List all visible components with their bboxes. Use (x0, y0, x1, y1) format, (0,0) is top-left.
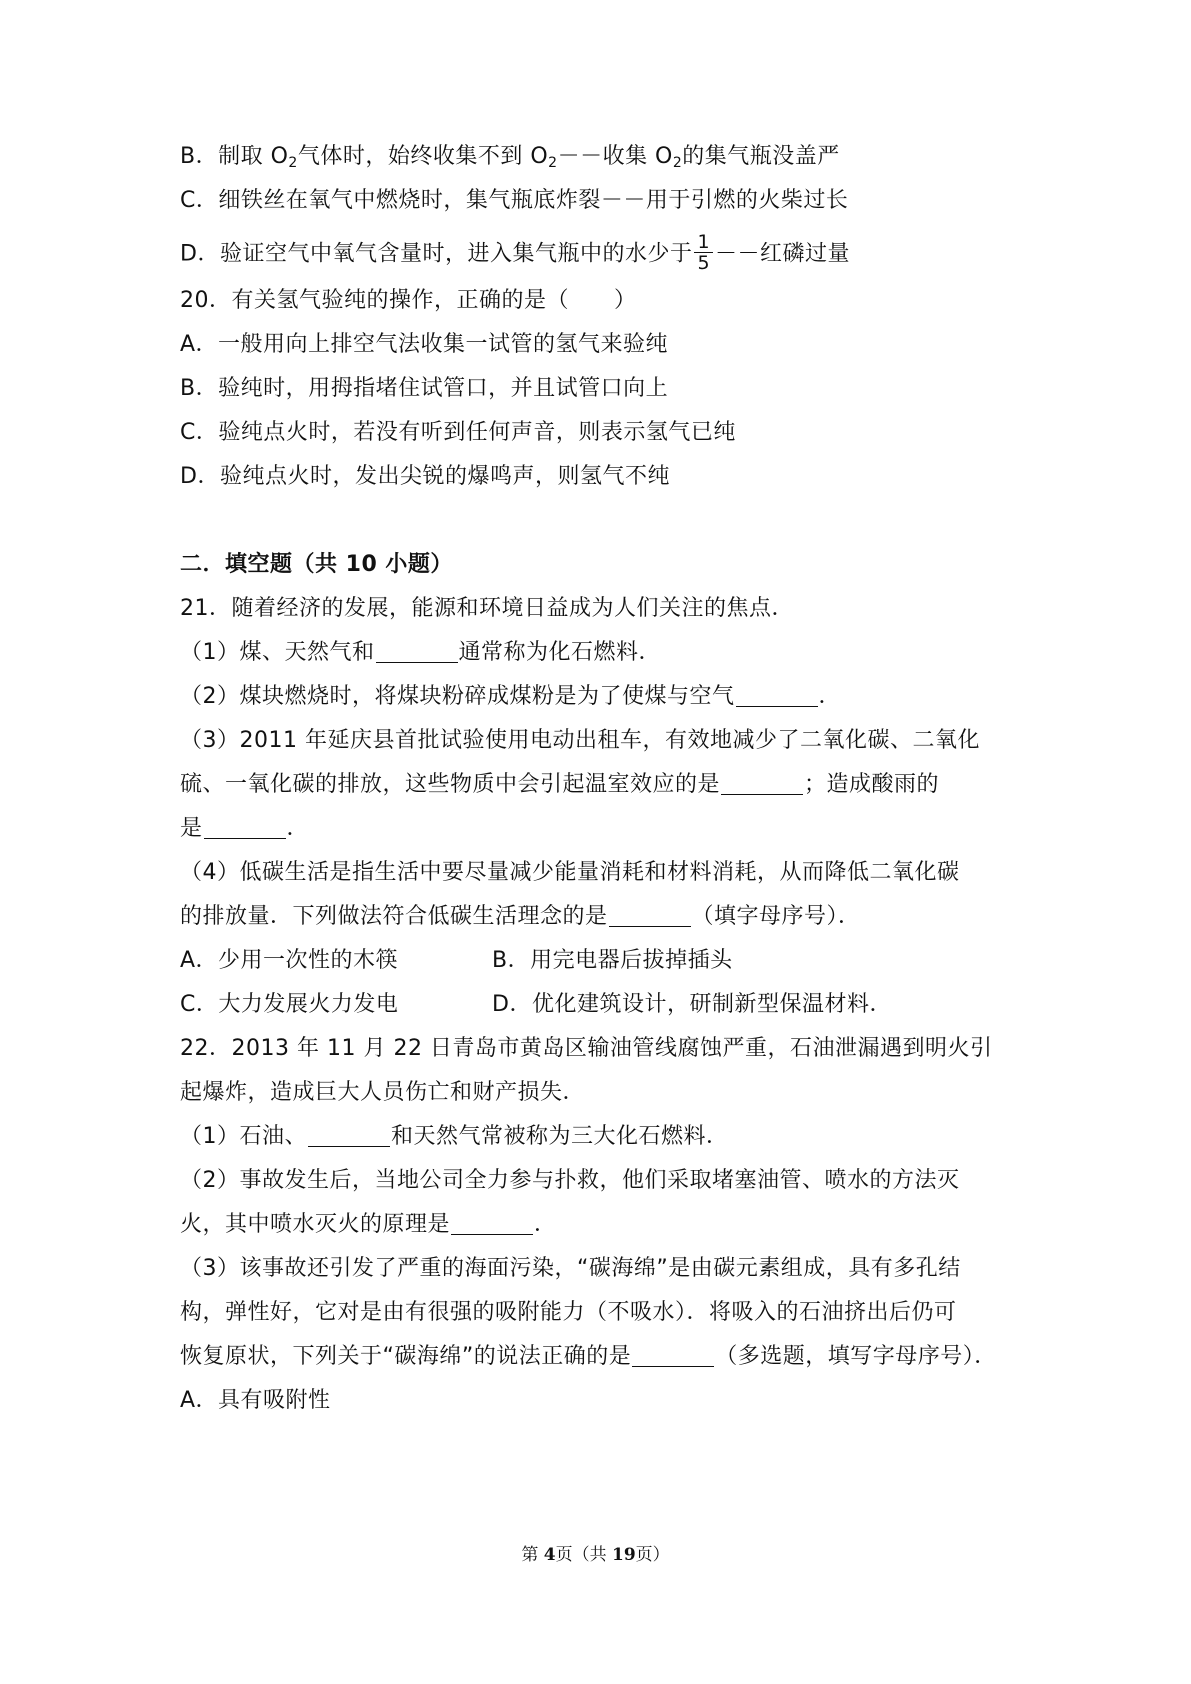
section-title: 二．填空题（共 10 小题） (180, 552, 453, 577)
q21-part2 (180, 682, 841, 712)
q19-option-d (180, 231, 851, 275)
text: （填字母序号）． (691, 904, 861, 929)
answer-blank[interactable] (632, 1344, 714, 1367)
text: ． (286, 816, 310, 841)
q22-option-a: A．具有吸附性 (180, 1388, 331, 1413)
answer-blank[interactable] (451, 1212, 533, 1235)
text: 的排放量．下列做法符合低碳生活理念的是 (180, 904, 608, 929)
q22-part3-line1: （3）该事故还引发了严重的海面污染，“碳海绵”是由碳元素组成，具有多孔结 (180, 1256, 961, 1281)
subscript: 2 (672, 155, 683, 171)
text: （多选题，填写字母序号）． (715, 1344, 997, 1369)
answer-blank[interactable] (308, 1124, 390, 1147)
text: 和天然气常被称为三大化石燃料． (391, 1124, 729, 1149)
q21-options-row1 (180, 946, 1080, 976)
subscript: 2 (548, 155, 558, 171)
text: （1）煤、天然气和 (180, 640, 375, 665)
q21-part4-line1: （4）低碳生活是指生活中要尽量减少能量消耗和材料消耗，从而降低二氧化碳 (180, 860, 960, 885)
text: 是 (180, 816, 203, 841)
q21-part3-line1: （3）2011 年延庆县首批试验使用电动出租车，有效地减少了二氧化碳、二氧化 (180, 728, 980, 753)
answer-blank[interactable] (376, 640, 458, 663)
text: 页） (635, 1545, 670, 1565)
option-d: D．优化建筑设计，研制新型保温材料． (492, 992, 892, 1017)
q22-part3-line2: 构，弹性好，它对是由有很强的吸附能力（不吸水）．将吸入的石油挤出后仍可 (180, 1300, 957, 1325)
q20-option-c: C．验纯点火时，若没有听到任何声音，则表示氢气已纯 (180, 420, 736, 445)
text: －－收集 O (557, 144, 673, 169)
q22-part2-line2 (180, 1210, 557, 1240)
page-footer (0, 1540, 1191, 1565)
option-b: B．用完电器后拔掉插头 (492, 948, 733, 973)
text: －－红磷过量 (715, 241, 851, 267)
total-pages: 19 (611, 1545, 636, 1565)
q21-options-row2 (180, 990, 1080, 1020)
text: D．验证空气中氧气含量时，进入集气瓶中的水少于 (180, 241, 693, 267)
text: 气体时，始终收集不到 O (297, 144, 549, 169)
q22-part3-line3 (180, 1342, 997, 1372)
q20-option-b: B．验纯时，用拇指堵住试管口，并且试管口向上 (180, 376, 669, 401)
text: ；造成酸雨的 (804, 772, 940, 797)
answer-blank[interactable] (609, 904, 691, 927)
option-a: A．少用一次性的木筷 (180, 948, 399, 973)
q19-option-b (180, 142, 840, 178)
answer-blank[interactable] (736, 684, 818, 707)
q21-part3-line3 (180, 814, 309, 844)
text: 的集气瓶没盖严 (682, 144, 840, 169)
page-number: 4 (543, 1545, 556, 1565)
q21-stem: 21．随着经济的发展，能源和环境日益成为人们关注的焦点． (180, 596, 794, 621)
option-c: C．大力发展火力发电 (180, 992, 399, 1017)
subscript: 2 (288, 155, 298, 171)
text: B．制取 O (180, 144, 289, 169)
denominator: 5 (697, 252, 711, 274)
text: 火，其中喷水灭火的原理是 (180, 1212, 451, 1237)
q21-part1 (180, 638, 661, 668)
q20-option-d: D．验纯点火时，发出尖锐的爆鸣声，则氢气不纯 (180, 464, 670, 489)
q22-stem-line2: 起爆炸，造成巨大人员伤亡和财产损失． (180, 1080, 586, 1105)
text: 硫、一氧化碳的排放，这些物质中会引起温室效应的是 (180, 772, 721, 797)
text: （2）煤块燃烧时，将煤块粉碎成煤粉是为了使煤与空气 (180, 684, 735, 709)
text: ． (534, 1212, 557, 1237)
text: （1）石油、 (180, 1124, 307, 1149)
q21-part4-line2 (180, 902, 861, 932)
q20-option-a: A．一般用向上排空气法收集一试管的氢气来验纯 (180, 332, 669, 357)
q21-part3-line2 (180, 770, 939, 800)
q20-stem: 20．有关氢气验纯的操作，正确的是（ ） (180, 288, 637, 313)
answer-blank[interactable] (721, 772, 803, 795)
fraction (694, 232, 713, 273)
text: 通常称为化石燃料． (458, 640, 662, 665)
text: 第 (521, 1545, 544, 1565)
text: ． (818, 684, 842, 709)
text: 页（共 (555, 1545, 612, 1565)
text: 恢复原状，下列关于“碳海绵”的说法正确的是 (180, 1344, 632, 1369)
q22-part2-line1: （2）事故发生后，当地公司全力参与扑救，他们采取堵塞油管、喷水的方法灭 (180, 1168, 960, 1193)
q22-part1 (180, 1122, 729, 1152)
numerator: 1 (694, 232, 713, 253)
q22-stem-line1: 22．2013 年 11 月 22 日青岛市黄岛区输油管线腐蚀严重，石油泄漏遇到明火引 (180, 1036, 993, 1061)
q19-option-c: C．细铁丝在氧气中燃烧时，集气瓶底炸裂－－用于引燃的火柴过长 (180, 188, 849, 213)
answer-blank[interactable] (204, 816, 286, 839)
